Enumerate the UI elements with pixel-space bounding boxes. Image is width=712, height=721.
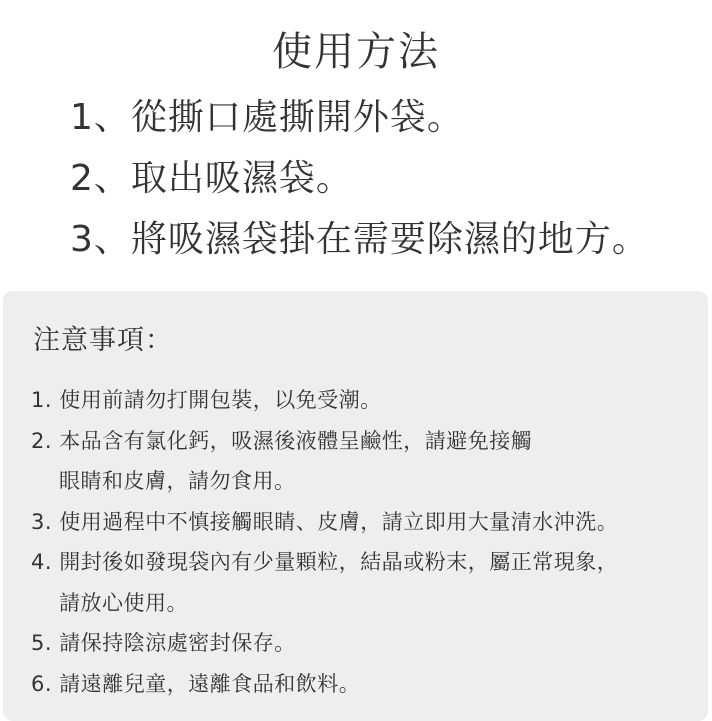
notice-title: 注意事項： (33, 325, 173, 356)
usage-section (0, 0, 712, 290)
notice-card (3, 291, 708, 721)
notice-item-4-continued: 請放心使用。 (59, 590, 188, 615)
notice-item-4: 4. 開封後如發現袋內有少量顆粒，結晶或粉末，屬正常現象， (31, 550, 619, 574)
usage-step-1: 1、從撕口處撕開外袋。 (70, 97, 464, 138)
usage-title: 使用方法 (272, 29, 440, 75)
usage-step-2: 2、取出吸濕袋。 (70, 158, 353, 199)
notice-item-6: 6. 請遠離兒童，遠離食品和飲料。 (31, 671, 361, 696)
notice-item-1: 1. 使用前請勿打開包裝，以免受潮。 (31, 388, 382, 412)
notice-list (31, 380, 701, 704)
notice-item-3: 3. 使用過程中不慎接觸眼睛、皮膚，請立即用大量清水沖洗。 (31, 509, 619, 534)
notice-item-2-continued: 眼睛和皮膚，請勿食用。 (59, 469, 296, 493)
notice-item-5: 5. 請保持陰涼處密封保存。 (31, 631, 296, 655)
usage-step-3: 3、將吸濕袋掛在需要除濕的地方。 (70, 219, 649, 260)
notice-item-2: 2. 本品含有氯化鈣，吸濕後液體呈鹼性，請避免接觸 (31, 428, 533, 453)
